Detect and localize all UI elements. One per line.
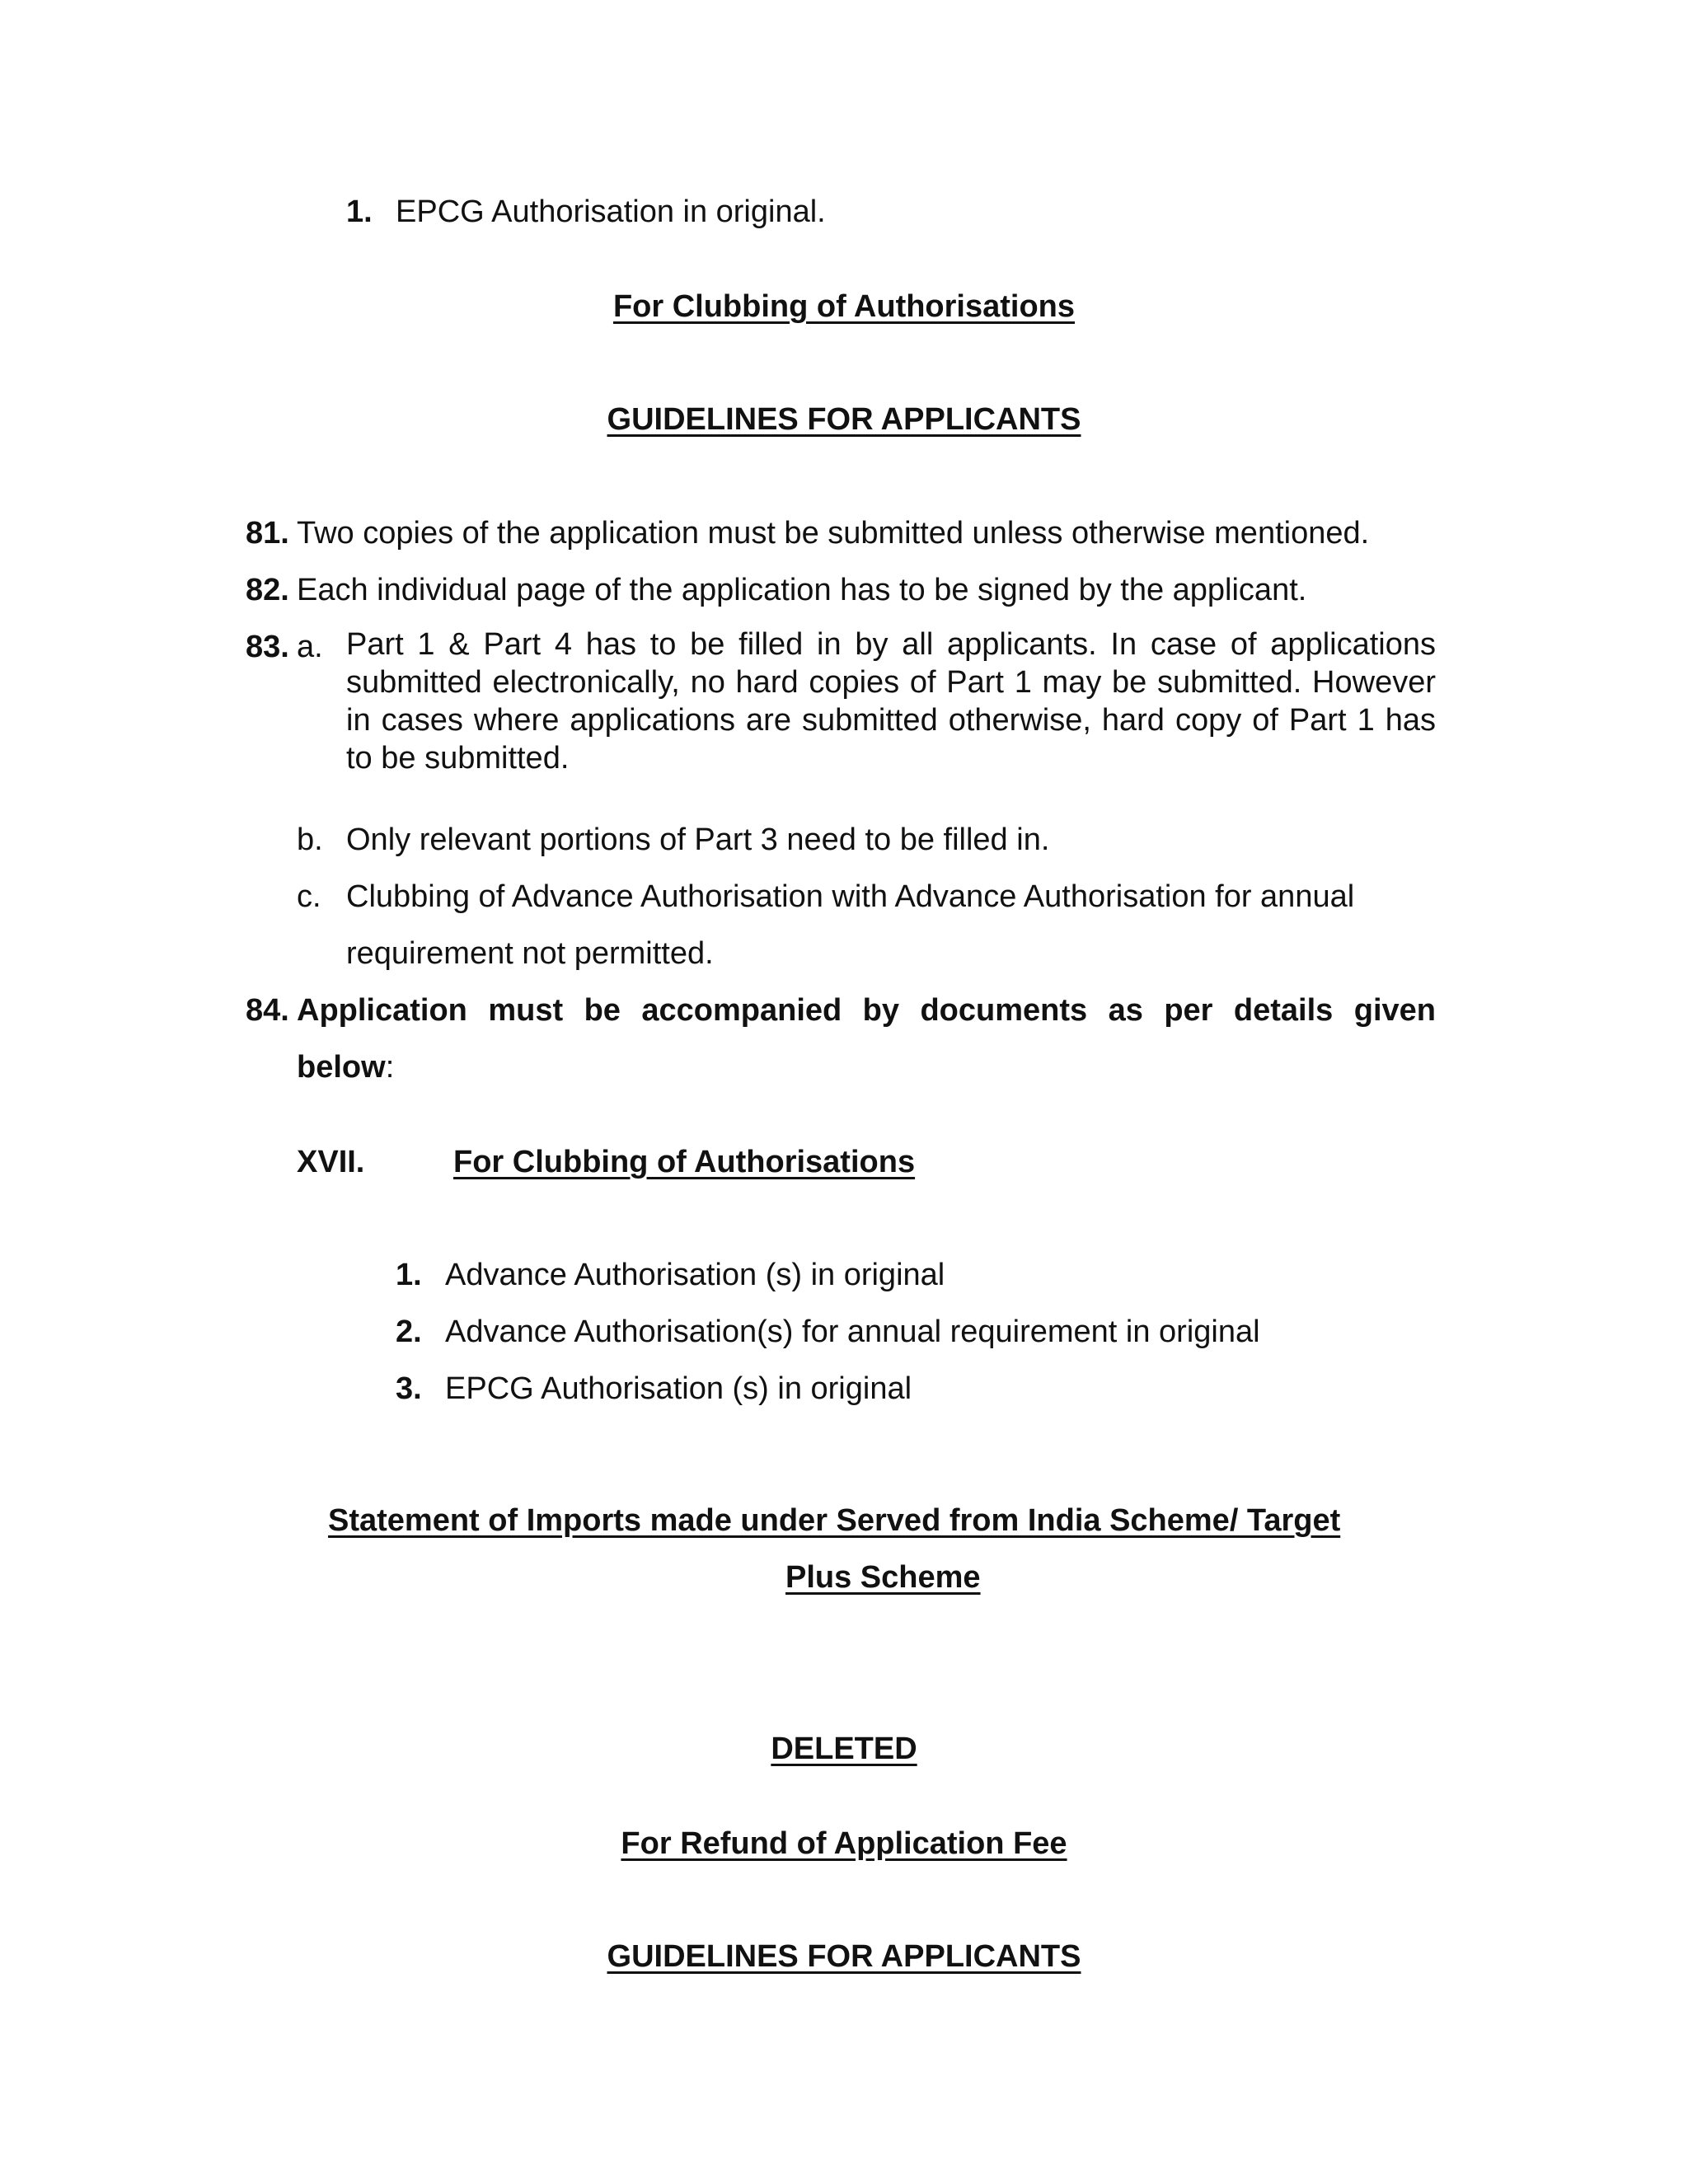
section-xvii-title: For Clubbing of Authorisations xyxy=(453,1145,916,1179)
item-84-line2 xyxy=(297,1049,394,1087)
document-item-1-text: Advance Authorisation (s) in original xyxy=(445,1258,945,1292)
item-81-number: 81. xyxy=(246,516,289,551)
heading-refund: For Refund of Application Fee xyxy=(621,1826,1067,1861)
item-84-line1: Application must be accompanied by documents as per details given xyxy=(297,993,1436,1028)
document-item-1 xyxy=(396,1257,945,1295)
item-83-number: 83. xyxy=(246,630,289,664)
item-84-colon: : xyxy=(385,1050,395,1085)
document-item-2-text: Advance Authorisation(s) for annual requirement in original xyxy=(445,1315,1260,1349)
item-82-text: Each individual page of the application has to be signed by the applicant. xyxy=(297,573,1307,607)
top-item-number: 1. xyxy=(346,194,373,229)
heading-deleted: DELETED xyxy=(771,1732,917,1766)
list-item-82 xyxy=(246,572,1306,610)
top-list-item xyxy=(346,194,826,232)
item-83c-label: c. xyxy=(297,879,321,914)
item-83c-text-line1: Clubbing of Advance Authorisation with Advance Authorisation for annual xyxy=(346,879,1355,914)
heading-statement-line2: Plus Scheme xyxy=(785,1560,981,1595)
document-item-3 xyxy=(396,1371,912,1408)
heading-guidelines-2: GUIDELINES FOR APPLICANTS xyxy=(607,1939,1081,1974)
item-84-below: below xyxy=(297,1050,386,1085)
item-83c-text-line2: requirement not permitted. xyxy=(346,936,714,971)
heading-statement-line1: Statement of Imports made under Served from India Scheme/ Target xyxy=(328,1503,1341,1538)
item-83b-text: Only relevant portions of Part 3 need to be filled in. xyxy=(346,823,1050,857)
item-82-number: 82. xyxy=(246,573,289,607)
item-84-number: 84. xyxy=(246,993,289,1028)
item-83a-text: Part 1 & Part 4 has to be filled in by all applicants. In case of applications submitted electronically, no hard copies of Part 1 may be submitted. However in cases where applications are submitted otherwise, hard copy of Part 1 has to be submitted. xyxy=(346,627,1436,776)
document-item-3-text: EPCG Authorisation (s) in original xyxy=(445,1371,912,1406)
item-83a-label: a. xyxy=(297,630,323,664)
item-83b-label: b. xyxy=(297,823,323,857)
document-item-3-number: 3. xyxy=(396,1371,422,1406)
heading-guidelines: GUIDELINES FOR APPLICANTS xyxy=(607,402,1081,437)
top-item-text: EPCG Authorisation in original. xyxy=(396,194,826,229)
item-81-text: Two copies of the application must be submitted unless otherwise mentioned. xyxy=(297,516,1370,551)
list-item-81 xyxy=(246,515,1369,553)
document-item-1-number: 1. xyxy=(396,1258,422,1292)
document-item-2-number: 2. xyxy=(396,1315,422,1349)
document-item-2 xyxy=(396,1314,1260,1352)
section-xvii-label: XVII. xyxy=(297,1145,365,1179)
heading-clubbing: For Clubbing of Authorisations xyxy=(612,289,1076,324)
